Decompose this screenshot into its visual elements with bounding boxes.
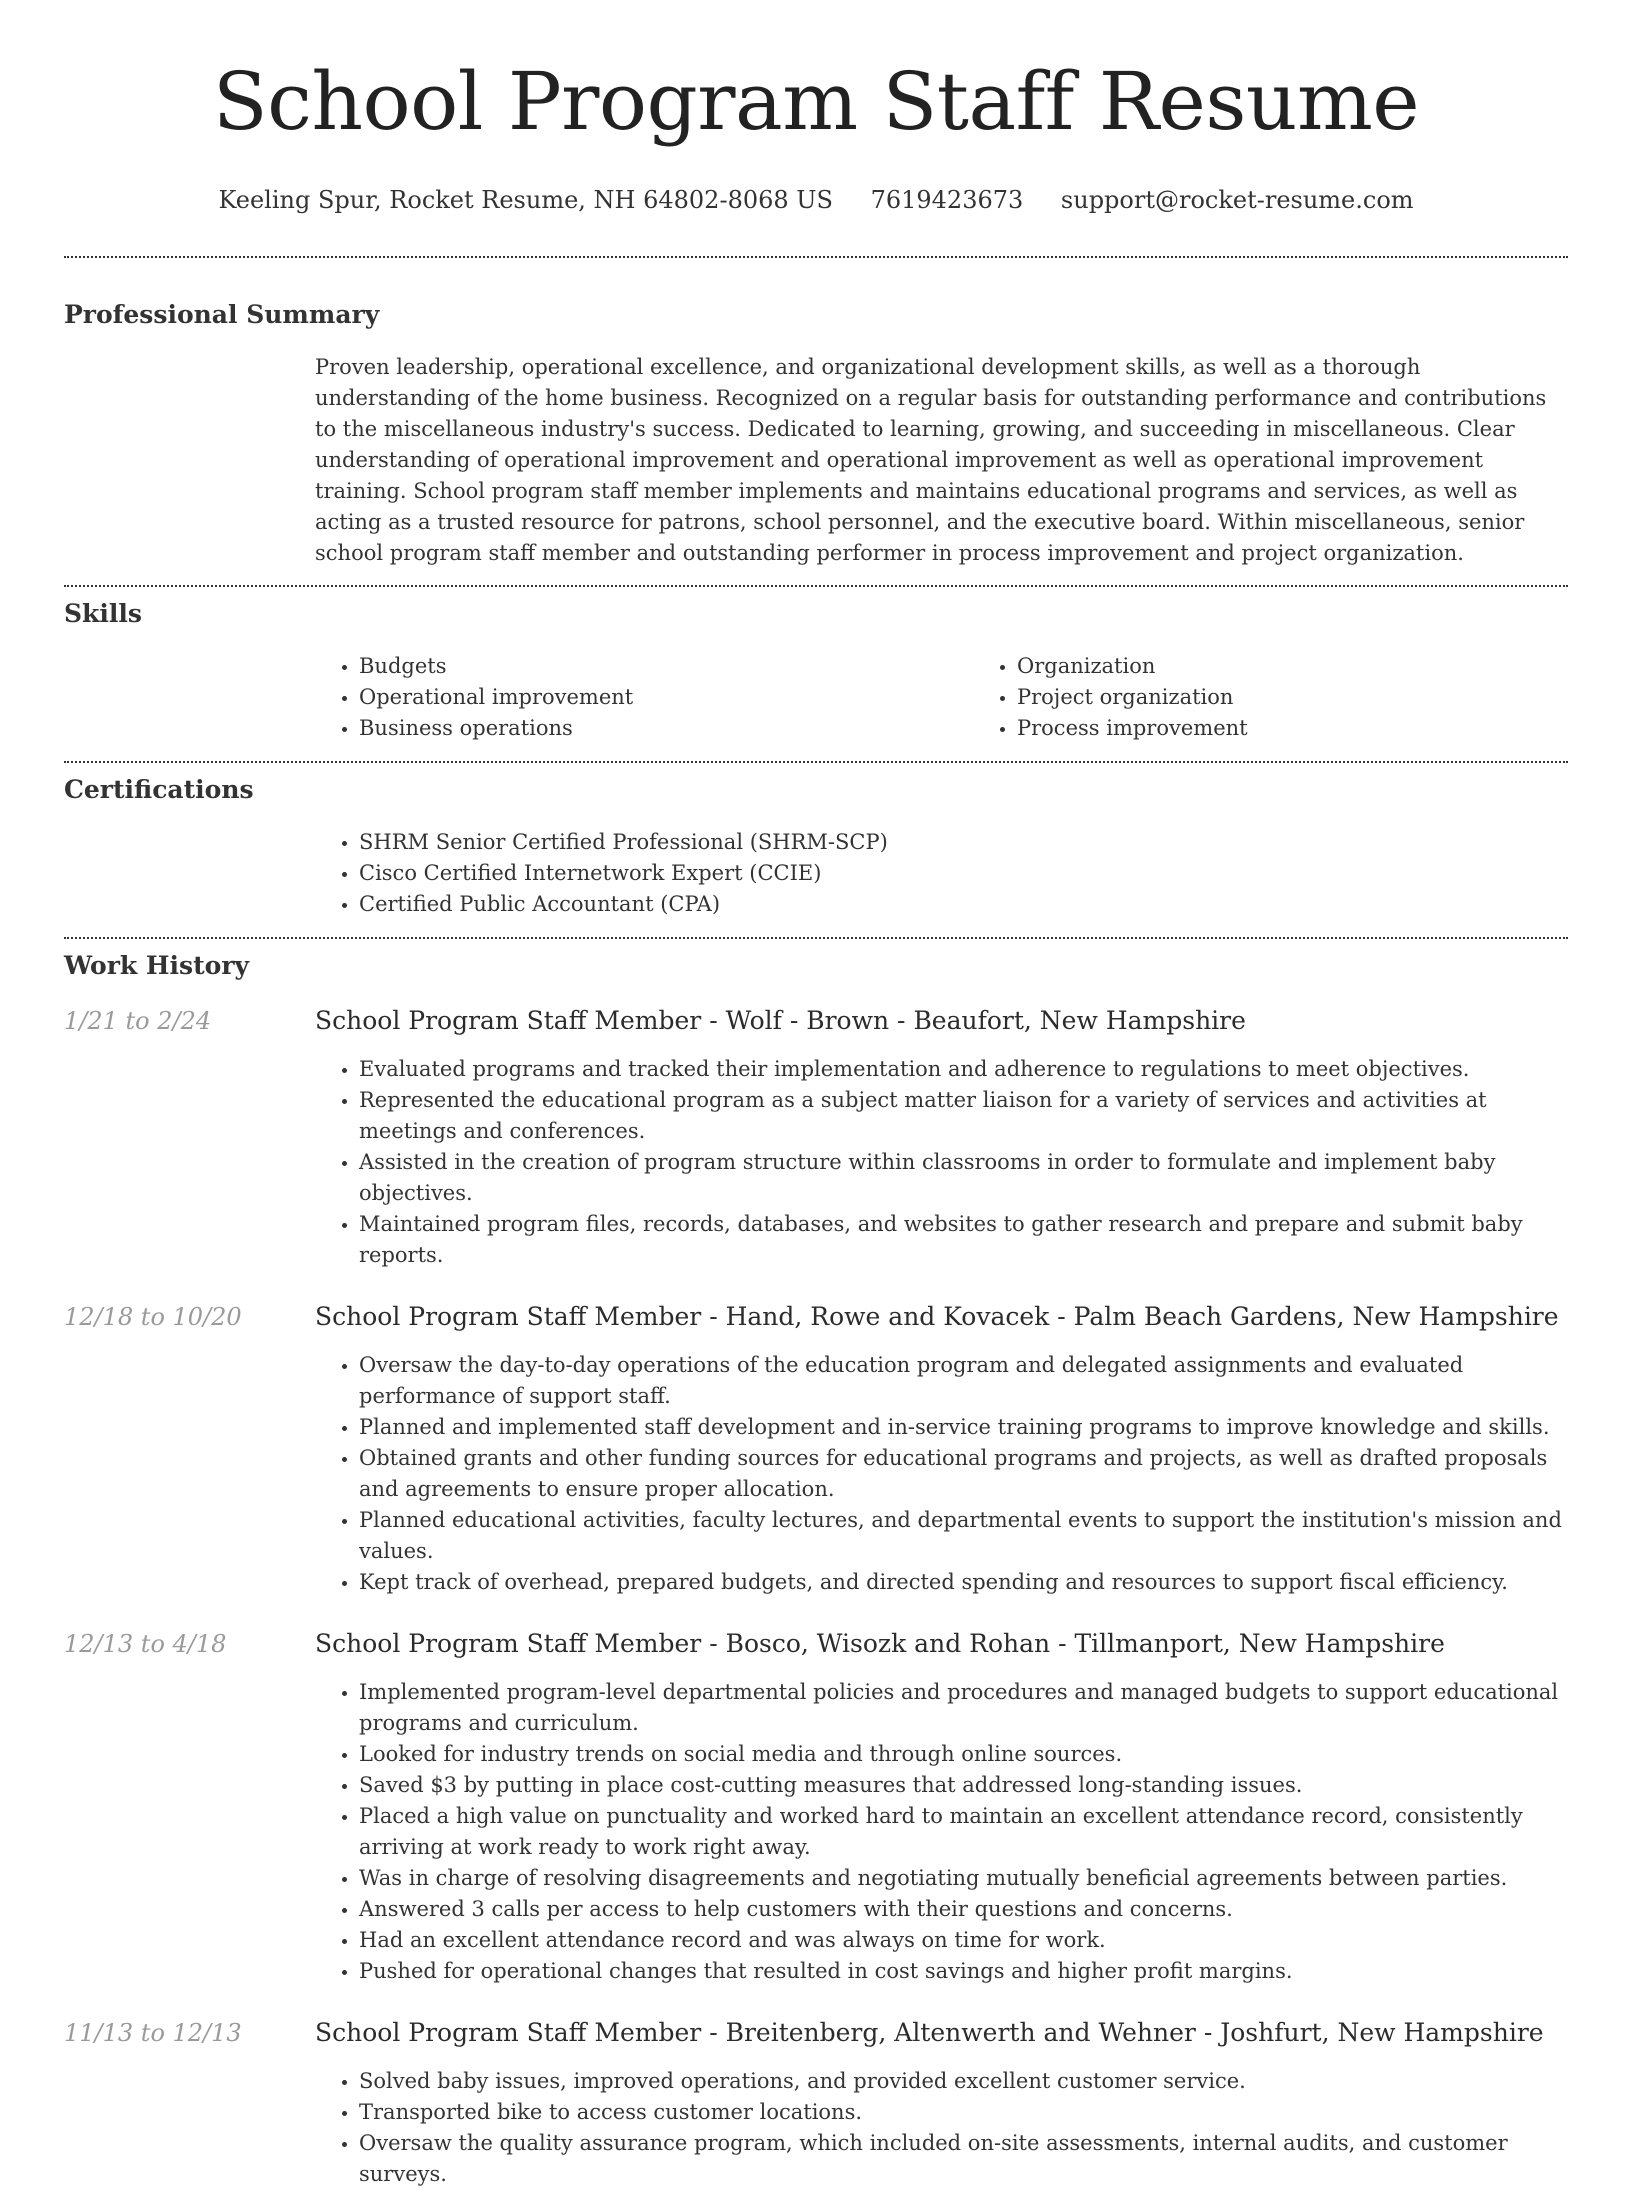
job-dates: 12/18 to 10/20 bbox=[64, 1303, 242, 1331]
job-dates: 11/13 to 12/13 bbox=[64, 2019, 242, 2047]
certifications-section bbox=[0, 773, 1632, 920]
contact-address: Keeling Spur, Rocket Resume, NH 64802-8068 US bbox=[218, 186, 833, 214]
contact-phone: 7619423673 bbox=[870, 186, 1024, 214]
job-bullet: • Answered 3 calls per access to help customers with their questions and concerns. bbox=[359, 1894, 1568, 1925]
job-bullet: • Assisted in the creation of program structure within classrooms in order to formulate and implement baby objectives. bbox=[359, 1147, 1568, 1209]
section-divider bbox=[64, 585, 1568, 587]
job-bullet: • Pushed for operational changes that resulted in cost savings and higher profit margins. bbox=[359, 1956, 1568, 1987]
contact-line bbox=[0, 184, 1632, 216]
job-title: School Program Staff Member - Hand, Rowe and Kovacek - Palm Beach Gardens, New Hampshire bbox=[315, 1302, 1559, 1331]
job-bullet: • Oversaw the day-to-day operations of the education program and delegated assignments and evaluated performance of support staff. bbox=[359, 1350, 1568, 1412]
job-bullet: • Maintained program files, records, databases, and websites to gather research and prepare and submit baby reports. bbox=[359, 1209, 1568, 1271]
skill-item: • Organization bbox=[1017, 651, 1631, 682]
work-history-section bbox=[0, 949, 1632, 2190]
job-bullet: • Implemented program-level departmental policies and procedures and managed budgets to support educational programs and curriculum. bbox=[359, 1677, 1568, 1739]
job-entry bbox=[0, 2017, 1632, 2190]
job-bullet: • Obtained grants and other funding sources for educational programs and projects, as well as drafted proposals and agreements to ensure proper allocation. bbox=[359, 1443, 1568, 1505]
skill-item: • Business operations bbox=[359, 713, 973, 744]
job-bullet: • Saved $3 by putting in place cost-cutting measures that addressed long-standing issues. bbox=[359, 1770, 1568, 1801]
job-bullet: • Represented the educational program as a subject matter liaison for a variety of services and activities at meetings and conferences. bbox=[359, 1085, 1568, 1147]
job-bullets bbox=[315, 2066, 1568, 2190]
skills-list-left bbox=[315, 651, 973, 744]
resume-title: School Program Staff Resume bbox=[212, 55, 1420, 148]
certification-item: • SHRM Senior Certified Professional (SHRM-SCP) bbox=[359, 827, 1568, 858]
section-divider bbox=[64, 256, 1568, 258]
skills-heading: Skills bbox=[64, 599, 142, 628]
job-bullet: • Evaluated programs and tracked their implementation and adherence to regulations to meet objectives. bbox=[359, 1054, 1568, 1085]
job-dates: 1/21 to 2/24 bbox=[64, 1007, 212, 1035]
job-title: School Program Staff Member - Wolf - Brown - Beaufort, New Hampshire bbox=[315, 1006, 1246, 1035]
job-dates: 12/13 to 4/18 bbox=[64, 1630, 227, 1658]
job-bullet: • Solved baby issues, improved operations, and provided excellent customer service. bbox=[359, 2066, 1568, 2097]
certifications-heading: Certifications bbox=[64, 775, 254, 804]
job-bullet: • Oversaw the quality assurance program, which included on-site assessments, internal audits, and customer surveys. bbox=[359, 2128, 1568, 2190]
job-title: School Program Staff Member - Bosco, Wisozk and Rohan - Tillmanport, New Hampshire bbox=[315, 1629, 1445, 1658]
job-bullet: • Had an excellent attendance record and was always on time for work. bbox=[359, 1925, 1568, 1956]
job-bullet: • Transported bike to access customer locations. bbox=[359, 2097, 1568, 2128]
summary-text: Proven leadership, operational excellence, and organizational development skills, as well as a thorough understanding of the home business. Recognized on a regular basis for outstanding performance and contributions to the miscellaneous industry's success. Dedicated to learning, growing, and succeeding in miscellaneous. Clear understanding of operational improvement and operational improvement as well as operational improvement training. School program staff member implements and maintains educational programs and services, as well as acting as a trusted resource for patrons, school personnel, and the executive board. Within miscellaneous, senior school program staff member and outstanding performer in process improvement and project organization. bbox=[315, 355, 1547, 565]
section-divider bbox=[64, 937, 1568, 939]
work-history-heading: Work History bbox=[64, 951, 250, 980]
job-title: School Program Staff Member - Breitenberg, Altenwerth and Wehner - Joshfurt, New Hampshire bbox=[315, 2018, 1544, 2047]
job-bullet: • Planned and implemented staff development and in-service training programs to improve knowledge and skills. bbox=[359, 1412, 1568, 1443]
job-bullet: • Planned educational activities, faculty lectures, and departmental events to support the institution's mission and values. bbox=[359, 1505, 1568, 1567]
contact-email: support@rocket-resume.com bbox=[1060, 186, 1414, 214]
certifications-list bbox=[315, 827, 1568, 920]
job-bullet: • Kept track of overhead, prepared budgets, and directed spending and resources to support fiscal efficiency. bbox=[359, 1567, 1568, 1598]
job-bullets bbox=[315, 1054, 1568, 1271]
skill-item: • Budgets bbox=[359, 651, 973, 682]
summary-heading: Professional Summary bbox=[64, 300, 380, 329]
job-bullet: • Placed a high value on punctuality and worked hard to maintain an excellent attendance record, consistently arriving at work ready to work right away. bbox=[359, 1801, 1568, 1863]
job-bullet: • Looked for industry trends on social media and through online sources. bbox=[359, 1739, 1568, 1770]
job-bullet: • Was in charge of resolving disagreements and negotiating mutually beneficial agreements between parties. bbox=[359, 1863, 1568, 1894]
job-bullets bbox=[315, 1677, 1568, 1987]
job-bullets bbox=[315, 1350, 1568, 1598]
summary-section bbox=[0, 298, 1632, 569]
section-divider bbox=[64, 761, 1568, 763]
skill-item: • Operational improvement bbox=[359, 682, 973, 713]
certification-item: • Certified Public Accountant (CPA) bbox=[359, 889, 1568, 920]
job-entry bbox=[0, 1628, 1632, 1987]
skills-section bbox=[0, 597, 1632, 744]
job-entry bbox=[0, 1301, 1632, 1598]
skill-item: • Process improvement bbox=[1017, 713, 1631, 744]
certification-item: • Cisco Certified Internetwork Expert (CCIE) bbox=[359, 858, 1568, 889]
skills-list-right bbox=[973, 651, 1631, 744]
job-entry bbox=[0, 1005, 1632, 1271]
skill-item: • Project organization bbox=[1017, 682, 1631, 713]
